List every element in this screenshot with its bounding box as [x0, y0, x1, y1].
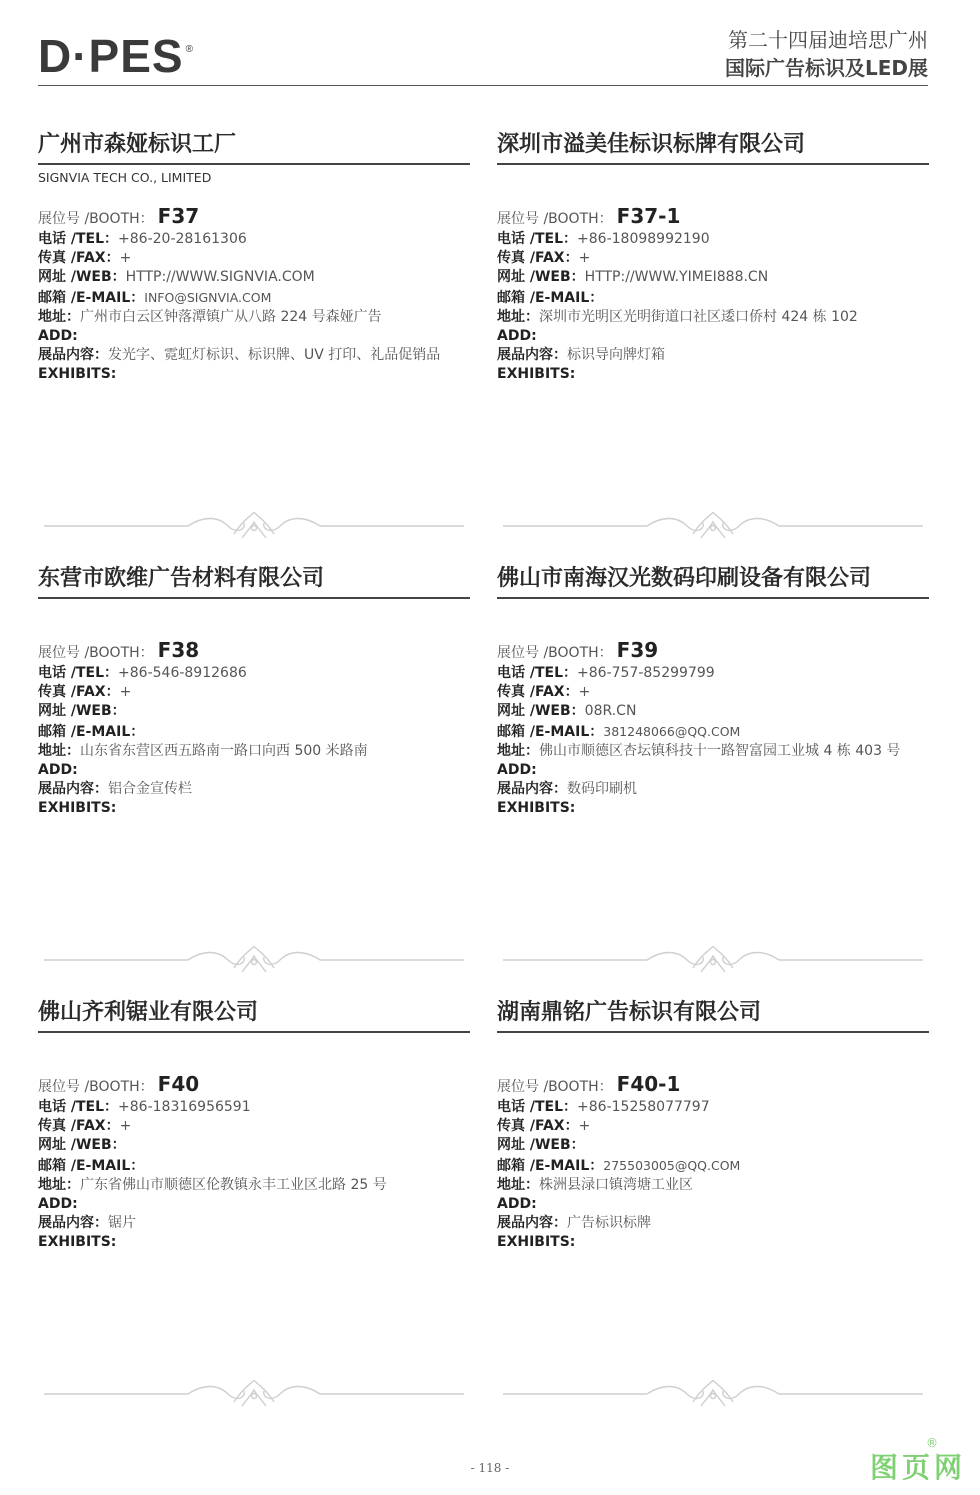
exhibits-value: 标识导向牌灯箱	[567, 347, 665, 364]
address-row	[497, 742, 929, 761]
watermark-registered-mark: ®	[926, 1436, 938, 1450]
address-value: 广东省佛山市顺德区伦教镇永丰工业区北路 25 号	[80, 1176, 387, 1193]
exhibitor-entry	[38, 564, 470, 819]
company-english-name	[497, 1037, 929, 1055]
logo	[38, 30, 194, 82]
exhibits-label: 展品内容：	[497, 781, 567, 798]
tel-row	[497, 230, 929, 249]
exhibits-en-label: EXHIBITS:	[38, 800, 117, 817]
company-english-name: SIGNVIA TECH CO., LIMITED	[38, 170, 212, 185]
address-label: 地址：	[497, 742, 539, 759]
tel-value: +86-18098992190	[577, 231, 710, 247]
address-row	[497, 1176, 929, 1195]
tel-value: +86-20-28161306	[118, 231, 247, 247]
web-row	[38, 1136, 470, 1155]
email-row	[38, 722, 470, 742]
email-label: 邮箱 /E-MAIL：	[38, 1157, 145, 1174]
tel-value: +86-15258077797	[577, 1099, 710, 1115]
exhibits-label: 展品内容：	[38, 1215, 108, 1232]
address-row	[38, 742, 470, 761]
booth-number: F39	[616, 638, 659, 662]
address-label: 地址：	[497, 308, 539, 325]
company-name: 佛山齐利锯业有限公司	[38, 998, 470, 1033]
booth-label: 展位号 /BOOTH：	[38, 211, 154, 227]
tel-label: 电话 /TEL：	[497, 1099, 578, 1115]
booth-label: 展位号 /BOOTH：	[497, 645, 613, 661]
web-value: 08R.CN	[584, 703, 637, 720]
address-row	[38, 308, 470, 327]
web-row	[497, 1136, 929, 1155]
address-en-label: ADD:	[497, 762, 537, 779]
email-value: INFO@SIGNVIA.COM	[144, 289, 272, 305]
fax-value: +	[578, 684, 591, 701]
ornament-divider	[38, 1376, 470, 1412]
address-row	[38, 1176, 470, 1195]
tel-value: +86-546-8912686	[118, 665, 247, 681]
booth-number: F40	[157, 1072, 200, 1096]
email-label: 邮箱 /E-MAIL：	[497, 723, 604, 740]
ornament-divider	[38, 508, 470, 544]
booth-row	[497, 639, 929, 664]
email-row	[38, 288, 470, 308]
exhibits-value: 广告标识标牌	[567, 1215, 651, 1232]
exhibitor-entry	[38, 130, 470, 385]
fax-row	[38, 1117, 470, 1136]
company-name: 东营市欧维广告材料有限公司	[38, 564, 470, 599]
tel-row	[497, 664, 929, 683]
booth-label: 展位号 /BOOTH：	[38, 645, 154, 661]
web-label: 网址 /WEB：	[497, 703, 585, 720]
ornament-divider	[38, 942, 470, 978]
web-row	[497, 702, 929, 721]
exhibitor-entry	[497, 130, 929, 385]
logo-text: D·PES	[38, 30, 184, 82]
exhibits-label: 展品内容：	[497, 347, 567, 364]
web-label: 网址 /WEB：	[497, 1137, 585, 1154]
email-label: 邮箱 /E-MAIL：	[497, 289, 604, 306]
exhibits-en-label: EXHIBITS:	[38, 366, 117, 383]
fax-label: 传真 /FAX：	[38, 684, 120, 701]
ornament-divider	[497, 508, 929, 544]
address-value: 深圳市光明区光明街道口社区逶口侨村 424 栋 102	[539, 308, 858, 325]
address-en-label: ADD:	[38, 328, 78, 345]
address-value: 株洲县渌口镇湾塘工业区	[539, 1176, 693, 1193]
fax-value: +	[119, 684, 132, 701]
logo-registered-mark: ®	[185, 44, 194, 55]
exhibits-row	[497, 1214, 929, 1233]
address-en-label: ADD:	[38, 762, 78, 779]
header-title-line1: 第二十四届迪培思广州	[728, 28, 928, 52]
exhibits-row	[497, 780, 929, 799]
email-label: 邮箱 /E-MAIL：	[38, 723, 145, 740]
fax-label: 传真 /FAX：	[497, 1118, 579, 1135]
address-label: 地址：	[38, 1176, 80, 1193]
header-divider	[38, 85, 928, 86]
web-label: 网址 /WEB：	[497, 269, 585, 286]
fax-value: +	[119, 250, 132, 267]
exhibits-value: 数码印刷机	[567, 781, 637, 798]
exhibits-label: 展品内容：	[38, 347, 108, 364]
company-name: 佛山市南海汉光数码印刷设备有限公司	[497, 564, 929, 599]
tel-row	[38, 1098, 470, 1117]
exhibits-label: 展品内容：	[38, 781, 108, 798]
company-english-name	[497, 169, 929, 187]
ornament-divider	[497, 942, 929, 978]
exhibits-en-label: EXHIBITS:	[38, 1234, 117, 1251]
address-row	[497, 308, 929, 327]
booth-label: 展位号 /BOOTH：	[497, 211, 613, 227]
tel-label: 电话 /TEL：	[38, 1099, 119, 1115]
booth-number: F40-1	[616, 1072, 681, 1096]
exhibits-en-label: EXHIBITS:	[497, 366, 576, 383]
address-label: 地址：	[38, 308, 80, 325]
address-label: 地址：	[497, 1176, 539, 1193]
tel-value: +86-757-85299799	[577, 665, 715, 681]
exhibits-row	[38, 1214, 470, 1233]
email-value: 275503005@QQ.COM	[603, 1157, 741, 1173]
booth-row	[497, 1073, 929, 1098]
exhibits-row	[497, 346, 929, 365]
booth-number: F38	[157, 638, 200, 662]
fax-row	[497, 683, 929, 702]
fax-label: 传真 /FAX：	[497, 684, 579, 701]
tel-label: 电话 /TEL：	[38, 665, 119, 681]
company-english-name	[38, 603, 470, 621]
address-value: 广州市白云区钟落潭镇广从八路 224 号森娅广告	[80, 308, 382, 325]
fax-value: +	[119, 1118, 132, 1135]
web-row	[497, 268, 929, 287]
web-row	[38, 268, 470, 287]
exhibits-value: 铝合金宣传栏	[108, 781, 192, 798]
email-row	[38, 1156, 470, 1176]
fax-value: +	[578, 250, 591, 267]
exhibitor-entry	[497, 998, 929, 1253]
email-row	[497, 722, 929, 742]
exhibits-label: 展品内容：	[497, 1215, 567, 1232]
exhibits-en-label: EXHIBITS:	[497, 800, 576, 817]
fax-label: 传真 /FAX：	[38, 250, 120, 267]
company-name: 深圳市溢美佳标识标牌有限公司	[497, 130, 929, 165]
address-en-label: ADD:	[38, 1196, 78, 1213]
address-label: 地址：	[38, 742, 80, 759]
email-row	[497, 1156, 929, 1176]
web-label: 网址 /WEB：	[38, 1137, 126, 1154]
booth-number: F37	[157, 204, 200, 228]
web-label: 网址 /WEB：	[38, 703, 126, 720]
fax-label: 传真 /FAX：	[38, 1118, 120, 1135]
booth-row	[38, 639, 470, 664]
web-label: 网址 /WEB：	[38, 269, 126, 286]
exhibits-row	[38, 780, 470, 799]
company-english-name	[38, 1037, 470, 1055]
fax-row	[38, 683, 470, 702]
exhibitor-entry	[497, 564, 929, 819]
tel-label: 电话 /TEL：	[497, 665, 578, 681]
address-value: 佛山市顺德区杏坛镇科技十一路智富园工业城 4 栋 403 号	[539, 742, 901, 759]
exhibits-value: 锯片	[108, 1215, 136, 1232]
tel-row	[497, 1098, 929, 1117]
watermark-logo: 图页网	[869, 1451, 966, 1484]
booth-row	[497, 205, 929, 230]
address-value: 山东省东营区西五路南一路口向西 500 米路南	[80, 742, 368, 759]
booth-row	[38, 1073, 470, 1098]
address-en-label: ADD:	[497, 1196, 537, 1213]
email-label: 邮箱 /E-MAIL：	[38, 289, 145, 306]
booth-number: F37-1	[616, 204, 681, 228]
exhibits-en-label: EXHIBITS:	[497, 1234, 576, 1251]
fax-label: 传真 /FAX：	[497, 250, 579, 267]
email-value: 381248066@QQ.COM	[603, 723, 741, 739]
page-number: - 118 -	[470, 1461, 510, 1475]
exhibits-value: 发光字、霓虹灯标识、标识牌、UV 打印、礼品促销品	[108, 347, 441, 364]
booth-label: 展位号 /BOOTH：	[497, 1079, 613, 1095]
exhibitor-entry	[38, 998, 470, 1253]
fax-row	[497, 249, 929, 268]
booth-label: 展位号 /BOOTH：	[38, 1079, 154, 1095]
email-row	[497, 288, 929, 308]
web-row	[38, 702, 470, 721]
company-name: 湖南鼎铭广告标识有限公司	[497, 998, 929, 1033]
fax-value: +	[578, 1118, 591, 1135]
email-label: 邮箱 /E-MAIL：	[497, 1157, 604, 1174]
tel-row	[38, 230, 470, 249]
tel-row	[38, 664, 470, 683]
web-value: HTTP://WWW.SIGNVIA.COM	[125, 269, 315, 286]
fax-row	[497, 1117, 929, 1136]
header-title	[725, 26, 928, 82]
exhibits-row	[38, 346, 470, 365]
ornament-divider	[497, 1376, 929, 1412]
web-value: HTTP://WWW.YIMEI888.CN	[584, 269, 769, 286]
company-english-name	[497, 603, 929, 621]
company-name: 广州市森娅标识工厂	[38, 130, 470, 165]
tel-value: +86-18316956591	[118, 1099, 251, 1115]
booth-row	[38, 205, 470, 230]
tel-label: 电话 /TEL：	[38, 231, 119, 247]
fax-row	[38, 249, 470, 268]
header-title-line2: 国际广告标识及LED展	[724, 56, 928, 80]
tel-label: 电话 /TEL：	[497, 231, 578, 247]
address-en-label: ADD:	[497, 328, 537, 345]
